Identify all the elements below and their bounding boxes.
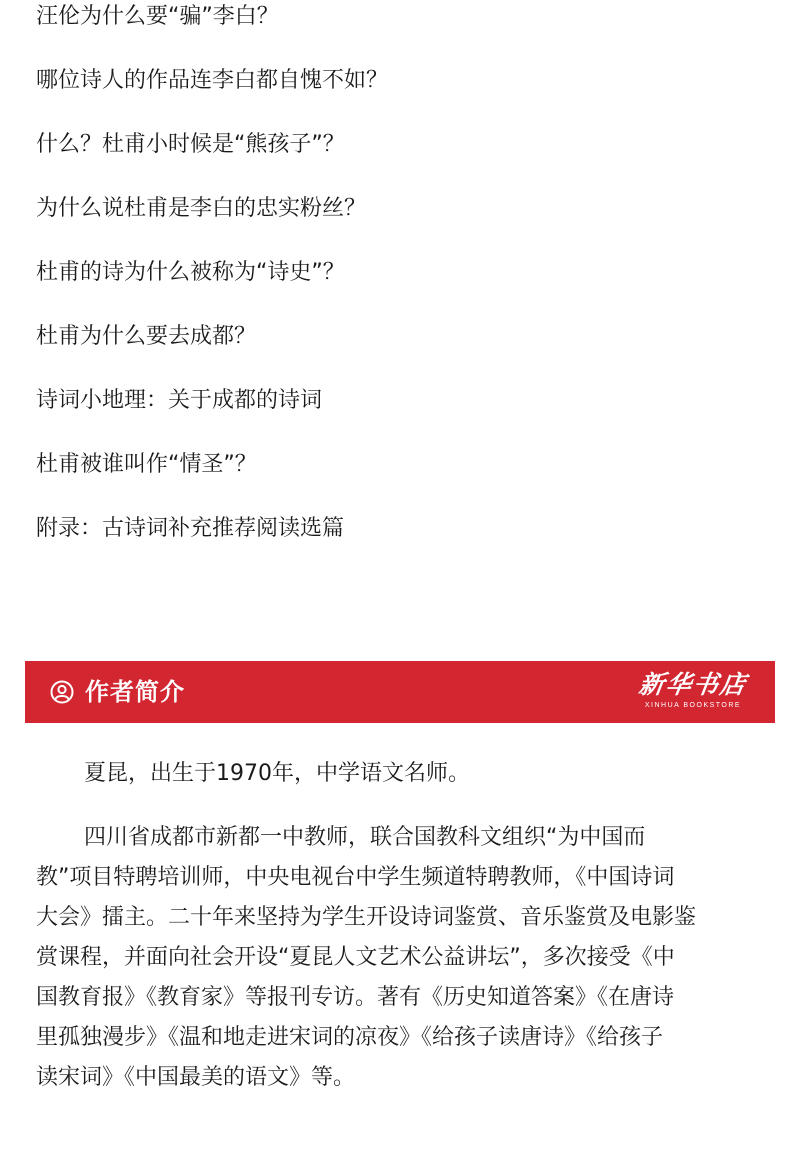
- bio-line: 大会》擂主。二十年来坚持为学生开设诗词鉴赏、音乐鉴赏及电影鉴: [36, 905, 697, 930]
- toc-item: 诗词小地理：关于成都的诗词: [36, 388, 323, 413]
- toc-item: 附录：古诗词补充推荐阅读选篇: [36, 516, 345, 541]
- bio-line: 夏昆，出生于1970年，中学语文名师。: [84, 761, 470, 786]
- section-title: 作者简介: [85, 678, 185, 706]
- logo-chinese: 新华书店: [637, 670, 750, 699]
- toc-item: 杜甫的诗为什么被称为“诗史”？: [36, 260, 345, 285]
- author-bio-paragraph-2: [36, 818, 760, 1098]
- toc-item: 杜甫为什么要去成都？: [36, 324, 257, 349]
- bio-line: 里孤独漫步》《温和地走进宋词的凉夜》《给孩子读唐诗》《给孩子: [36, 1025, 664, 1050]
- user-circle-icon: [50, 680, 74, 704]
- bio-line: 教”项目特聘培训师，中央电视台中学生频道特聘教师，《中国诗词: [36, 865, 675, 890]
- bio-line: 读宋词》《中国最美的语文》等。: [36, 1065, 356, 1090]
- bio-line: 国教育报》《教育家》等报刊专访。著有《历史知道答案》《在唐诗: [36, 985, 675, 1010]
- bio-line: 四川省成都市新都一中教师，联合国教科文组织“为中国而: [84, 825, 646, 850]
- toc-item: 哪位诗人的作品连李白都自愧不如？: [36, 68, 389, 93]
- xinhua-bookstore-logo: [633, 669, 753, 717]
- bio-line: 赏课程，并面向社会开设“夏昆人文艺术公益讲坛”，多次接受《中: [36, 945, 675, 970]
- toc-item: 汪伦为什么要“骗”李白？: [36, 4, 279, 29]
- toc-item: 杜甫被谁叫作“情圣”？: [36, 452, 257, 477]
- toc-item: 为什么说杜甫是李白的忠实粉丝？: [36, 196, 367, 221]
- logo-english: XINHUA BOOKSTORE: [644, 702, 742, 709]
- toc-item: 什么？杜甫小时候是“熊孩子”？: [36, 132, 345, 157]
- author-intro-banner: [25, 661, 775, 723]
- author-bio-paragraph-1: [36, 754, 760, 794]
